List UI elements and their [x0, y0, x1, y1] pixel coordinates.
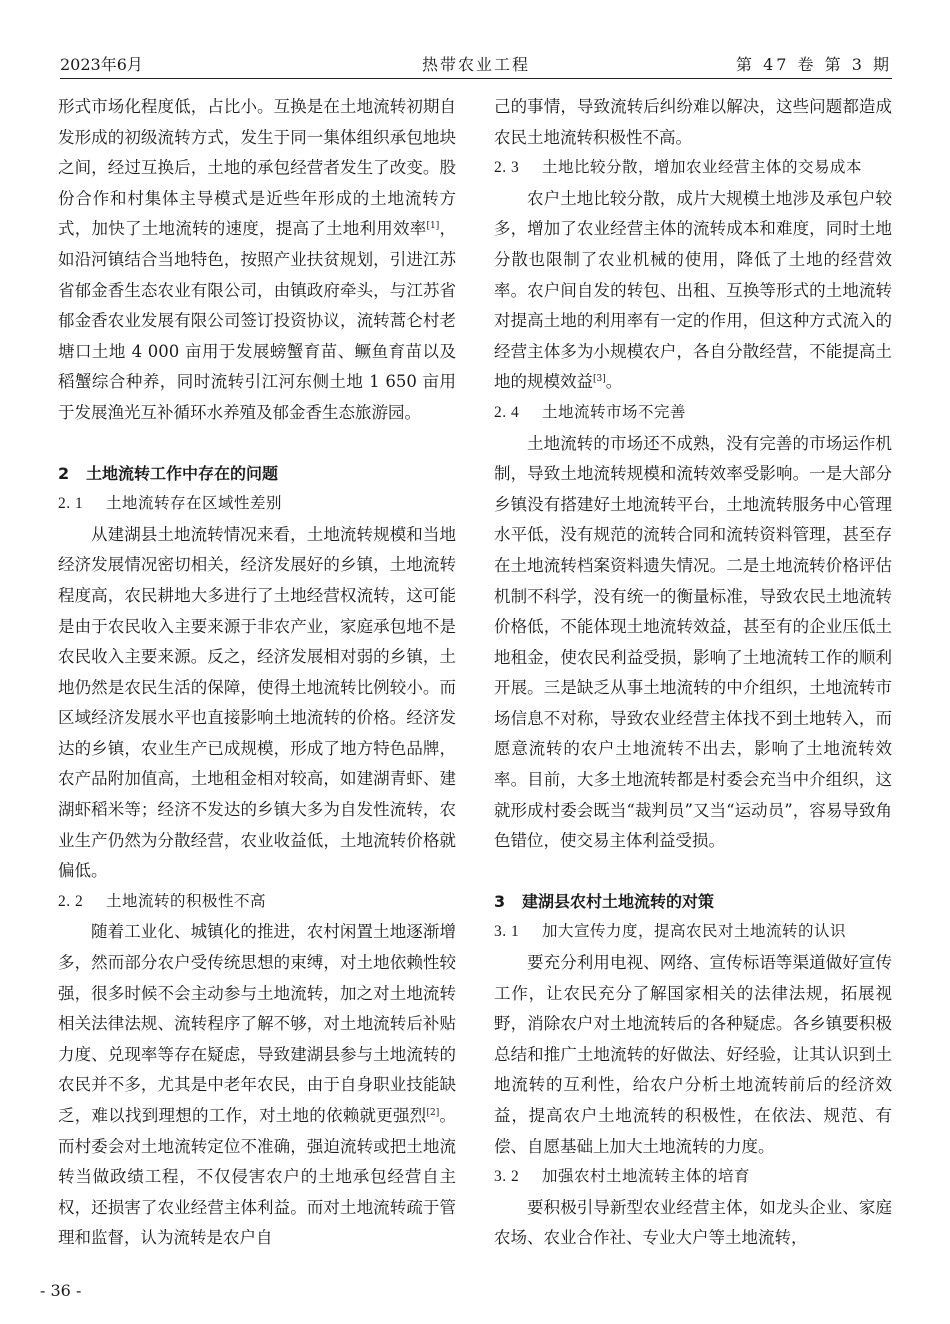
page-number: - 36 -: [40, 1281, 82, 1300]
subsection-heading: 3. 2 加强农村土地流转主体的培育: [494, 1168, 751, 1186]
paragraph: 形式市场化程度低，占比小。互换是在土地流转初期自发形成的初级流转方式，发生于同一集体组织承包地块之间，经过互换后，土地的承包经营者发生了改变。股份合作和村集体主导模式是近些年形成的土地流转方式，加快了土地流转的速度，提高了土地利用效率[1]，如沿河镇结合当地特色，按照产业扶贫规划，引进江苏省郁金香生态农业有限公司，由镇政府牵头，与江苏省郁金香农业发展有限公司签订投资协议，流转蒿仑村老塘口土地 4 000 亩用于发展螃蟹育苗、鳜鱼育苗以及稻蟹综合种养，同时流转引江河东侧土地 1 650 亩用于发展渔光互补循环水养殖及郁金香生态旅游园。: [58, 97, 456, 422]
paragraph: 从建湖县土地流转情况来看，土地流转规模和当地经济发展情况密切相关，经济发展好的乡镇，土地流转程度高，农民耕地大多进行了土地经营权流转，这可能是由于农民收入主要来源于非农产业，家庭承包地不是农民收入主要来源。反之，经济发展相对弱的乡镇，土地仍然是农民生活的保障，使得土地流转比例较小。而区域经济发展水平也直接影响土地流转的价格。经济发达的乡镇，农业生产已成规模，形成了地方特色品牌，农产品附加值高，土地租金相对较高，如建湖青虾、建湖虾稻米等；经济不发达的乡镇大多为自发性流转，农业生产仍然为分散经营，农业收益低，土地流转价格就偏低。: [58, 524, 456, 881]
paragraph: 农户土地比较分散，成片大规模土地涉及承包户较多，增加了农业经营主体的流转成本和难度，同时土地分散也限制了农业机械的使用，降低了土地的经营效率。农户间自发的转包、出租、互换等形式的土地流转对提高土地的利用率有一定的作用，但这种方式流入的经营主体多为小规模农户，各自分散经营，不能提高土地的规模效益[3]。: [494, 188, 892, 392]
citation: [1]: [426, 221, 440, 232]
journal-name: 热带农业工程: [421, 55, 530, 74]
citation: [3]: [593, 374, 606, 385]
section-heading: 3 建湖县农村土地流转的对策: [494, 891, 715, 911]
paragraph: 要充分利用电视、网络、宣传标语等渠道做好宣传工作，让农民充分了解国家相关的法律法规，拓展视野，消除农户对土地流转后的各种疑虑。各乡镇要积极总结和推广土地流转的好做法、好经验，让其认识到土地流转的互利性，给农户分析土地流转前后的经济效益，提高农户土地流转的积极性，在依法、规范、有偿、自愿基础上加大土地流转的力度。: [494, 953, 892, 1156]
paragraph: 要积极引导新型农业经营主体，如龙头企业、家庭农场、农业合作社、专业大户等土地流转，: [494, 1197, 892, 1248]
subsection-heading: 3. 1 加大宣传力度，提高农民对土地流转的认识: [494, 923, 847, 941]
journal-volume: 第 47 卷 第 3 期: [736, 55, 892, 74]
subsection-heading: 2. 3 土地比较分散，增加农业经营主体的交易成本: [494, 159, 863, 177]
journal-date: 2023年6月: [60, 55, 143, 74]
subsection-heading: 2. 4 土地流转市场不完善: [494, 403, 687, 421]
paragraph: 土地流转的市场还不成熟，没有完善的市场运作机制，导致土地流转规模和流转效率受影响。一是大部分乡镇没有搭建好土地流转平台，土地流转服务中心管理水平低，没有规范的流转合同和流转资料管理，甚至存在土地流转档案资料遗失情况。二是土地流转价格评估机制不科学，没有统一的衡量标准，导致农民土地流转价格低，不能体现土地流转效益，甚至有的企业压低土地租金，使农民利益受损，影响了土地流转工作的顺利开展。三是缺乏从事土地流转的中介组织，土地流转市场信息不对称，导致农业经营主体找不到土地转入，而愿意流转的农户土地流转不出去，影响了土地流转效率。目前，大多土地流转都是村委会充当中介组织，这就形成村委会既当“裁判员”又当“运动员”，容易导致角色错位，使交易主体利益受损。: [494, 433, 892, 851]
section-heading: 2 土地流转工作中存在的问题: [58, 463, 279, 483]
subsection-heading: 2. 1 土地流转存在区域性差别: [58, 495, 283, 513]
paragraph: 己的事情，导致流转后纠纷难以解决，这些问题都造成农民土地流转积极性不高。: [494, 97, 892, 147]
subsection-heading: 2. 2 土地流转的积极性不高: [58, 892, 267, 910]
left-column: [58, 92, 456, 1254]
citation: [2]: [426, 1108, 440, 1118]
right-column: [494, 92, 892, 1254]
paragraph: 随着工业化、城镇化的推进，农村闲置土地逐渐增多，然而部分农户受传统思想的束缚，对土地依赖性较强，很多时候不会主动参与土地流转，加之对土地流转相关法律法规、流转程序了解不够，对土地流转后补贴力度、兑现率等存在疑虑，导致建湖县参与土地流转的农民并不多，尤其是中老年农民，由于自身职业技能缺乏，难以找到理想的工作，对土地的依赖就更强烈[2]。而村委会对土地流转定位不准确，强迫流转或把土地流转当做政绩工程，不仅侵害农户的土地承包经营自主权，还损害了农业经营主体利益。而对土地流转疏于管理和监督，认为流转是农户自: [58, 922, 456, 1248]
page-header: [60, 50, 892, 79]
